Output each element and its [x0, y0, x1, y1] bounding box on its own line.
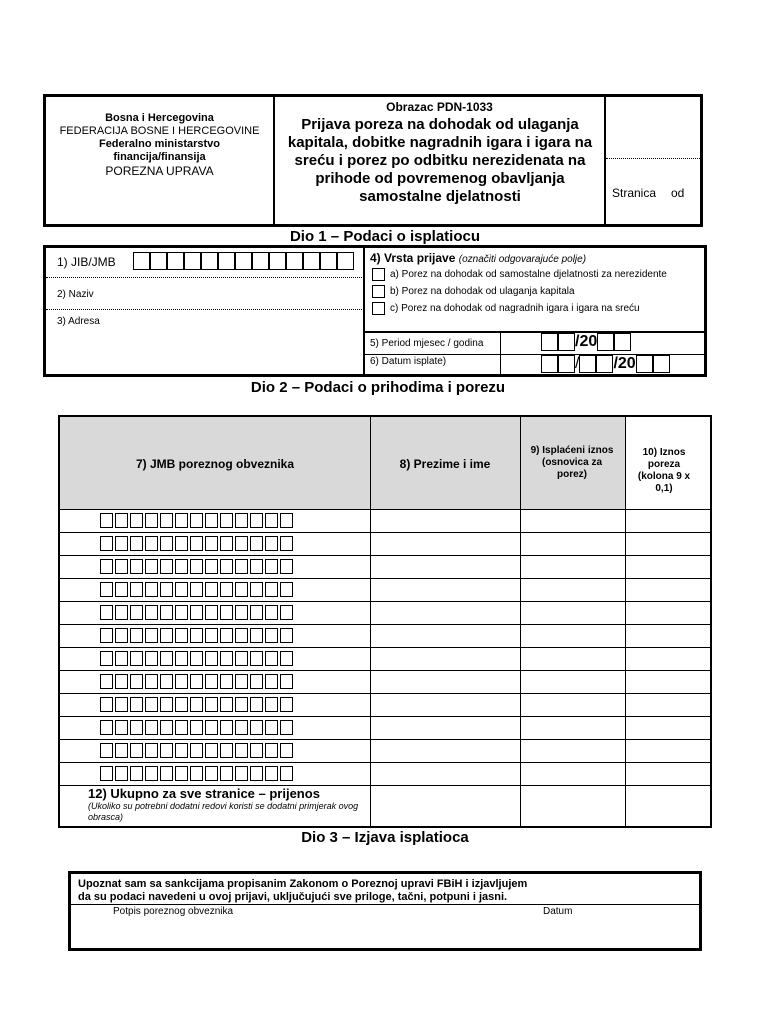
- datum-label: 6) Datum isplate): [370, 356, 447, 367]
- name-cell[interactable]: [371, 740, 520, 762]
- tax-cell[interactable]: [626, 556, 710, 578]
- option-c-label: c) Porez na dohodak od nagradnih igara i igara na sreću: [390, 303, 640, 315]
- amount-cell[interactable]: [521, 740, 625, 762]
- jmb-boxes[interactable]: [100, 743, 295, 758]
- form-code: Obrazac PDN-1033: [386, 100, 493, 114]
- amount-cell[interactable]: [521, 763, 625, 785]
- jmb-boxes[interactable]: [100, 605, 295, 620]
- table-row: [60, 556, 710, 579]
- header-box: [43, 94, 703, 227]
- dio1-heading: Dio 1 – Podaci o isplatiocu: [289, 228, 481, 245]
- dio1-box: [43, 245, 707, 377]
- name-cell[interactable]: [371, 602, 520, 624]
- name-cell[interactable]: [371, 625, 520, 647]
- datum-field[interactable]: [541, 355, 670, 373]
- jib-label: 1) JIB/JMB: [57, 255, 116, 269]
- amount-cell[interactable]: [521, 671, 625, 693]
- total-note: (Ukoliko su potrebni dodatni redovi koristi se dodatni primjerak ovog obrasca): [88, 801, 359, 822]
- table-row: [60, 510, 710, 533]
- income-table: [58, 415, 712, 828]
- option-a-label: a) Porez na dohodak od samostalne djelatnosti za nerezidente: [390, 269, 667, 281]
- option-b-label: b) Porez na dohodak od ulaganja kapitala: [390, 286, 575, 298]
- amount-cell[interactable]: [521, 510, 625, 532]
- jmb-boxes[interactable]: [100, 697, 295, 712]
- option-c-checkbox[interactable]: [372, 302, 385, 315]
- statement-line1: Upoznat sam sa sankcijama propisanim Zakonom o Poreznoj upravi FBiH i izjavljujem: [78, 878, 528, 890]
- name-cell[interactable]: [371, 717, 520, 739]
- jmb-boxes[interactable]: [100, 536, 295, 551]
- amount-cell[interactable]: [521, 694, 625, 716]
- amount-cell[interactable]: [521, 556, 625, 578]
- jmb-boxes[interactable]: [100, 766, 295, 781]
- tax-cell[interactable]: [626, 763, 710, 785]
- amount-cell[interactable]: [521, 625, 625, 647]
- jmb-boxes[interactable]: [100, 674, 295, 689]
- name-cell[interactable]: [371, 579, 520, 601]
- amount-cell[interactable]: [521, 579, 625, 601]
- federation-name: FEDERACIJA BOSNE I HERCEGOVINE: [59, 125, 260, 137]
- option-a[interactable]: [372, 268, 667, 281]
- tax-cell[interactable]: [626, 694, 710, 716]
- total-label: 12) Ukupno za sve stranice – prijenos: [88, 786, 320, 801]
- jmb-boxes[interactable]: [100, 582, 295, 597]
- ministry-name-2: financija/finansija: [113, 151, 206, 163]
- amount-cell[interactable]: [521, 717, 625, 739]
- col8-header: 8) Prezime i ime: [399, 457, 491, 471]
- tax-cell[interactable]: [626, 717, 710, 739]
- period-field[interactable]: [541, 333, 631, 351]
- amount-cell[interactable]: [521, 602, 625, 624]
- name-cell[interactable]: [371, 510, 520, 532]
- statement-box: [68, 871, 702, 951]
- ministry-name: Federalno ministarstvo: [98, 138, 221, 150]
- dio2-heading: Dio 2 – Podaci o prihodima i porezu: [250, 379, 506, 396]
- tax-cell[interactable]: [626, 533, 710, 555]
- jmb-boxes[interactable]: [100, 513, 295, 528]
- dio3-heading: Dio 3 – Izjava isplatioca: [301, 829, 469, 846]
- form-title: Prijava poreza na dohodak od ulaganja kapitala, dobitke nagradnih igara i igara na sreću i porez po odbitku nerezidenata na prihode od povremenog obavljanja samostalne djelatnosti: [287, 116, 593, 205]
- tax-cell[interactable]: [626, 510, 710, 532]
- country-name: Bosna i Hercegovina: [105, 112, 214, 124]
- option-a-checkbox[interactable]: [372, 268, 385, 281]
- table-row: [60, 533, 710, 556]
- tax-cell[interactable]: [626, 671, 710, 693]
- option-b[interactable]: [372, 285, 575, 298]
- tax-administration: POREZNA UPRAVA: [105, 164, 214, 178]
- name-cell[interactable]: [371, 671, 520, 693]
- total-row: [88, 786, 368, 823]
- datum-year-prefix: /20: [613, 355, 636, 372]
- period-year-prefix: /20: [575, 333, 598, 350]
- jmb-boxes[interactable]: [100, 720, 295, 735]
- table-row: [60, 717, 710, 740]
- naziv-label: 2) Naziv: [57, 289, 94, 300]
- signature-label: Potpis poreznog obveznika: [113, 906, 234, 917]
- name-cell[interactable]: [371, 694, 520, 716]
- tax-cell[interactable]: [626, 625, 710, 647]
- authority-block: [46, 112, 273, 178]
- table-row: [60, 763, 710, 786]
- col10-header: 10) Iznos poreza (kolona 9 x 0,1): [637, 447, 691, 494]
- name-cell[interactable]: [371, 763, 520, 785]
- tax-cell[interactable]: [626, 579, 710, 601]
- table-row: [60, 648, 710, 671]
- vrsta-label: 4) Vrsta prijave: [370, 251, 456, 265]
- jmb-boxes[interactable]: [100, 651, 295, 666]
- of-label: od: [671, 186, 685, 200]
- table-row: [60, 694, 710, 717]
- col9-header: 9) Isplaćeni iznos (osnovica za porez): [530, 445, 614, 480]
- adresa-label: 3) Adresa: [57, 316, 100, 327]
- option-c[interactable]: [372, 302, 640, 315]
- amount-cell[interactable]: [521, 533, 625, 555]
- jib-boxes[interactable]: [133, 252, 354, 270]
- table-row: [60, 602, 710, 625]
- table-row: [60, 625, 710, 648]
- page-label: Stranica: [612, 186, 657, 200]
- vrsta-hint: (označiti odgovarajuće polje): [458, 254, 587, 265]
- name-cell[interactable]: [371, 648, 520, 670]
- tax-cell[interactable]: [626, 648, 710, 670]
- amount-cell[interactable]: [521, 648, 625, 670]
- table-row: [60, 579, 710, 602]
- table-row: [60, 671, 710, 694]
- statement-line2: da su podaci navedeni u ovoj prijavi, uključujući sve priloge, tačni, potpuni i jasni.: [78, 891, 508, 903]
- name-cell[interactable]: [371, 556, 520, 578]
- period-label: 5) Period mjesec / godina: [370, 338, 484, 349]
- vrsta-prijave: [370, 251, 586, 265]
- table-row: [60, 740, 710, 763]
- jmb-boxes[interactable]: [100, 559, 295, 574]
- jmb-boxes[interactable]: [100, 628, 295, 643]
- datum-slash: /: [575, 355, 580, 372]
- tax-cell[interactable]: [626, 602, 710, 624]
- option-b-checkbox[interactable]: [372, 285, 385, 298]
- tax-cell[interactable]: [626, 740, 710, 762]
- col7-header: 7) JMB poreznog obveznika: [135, 457, 295, 471]
- name-cell[interactable]: [371, 533, 520, 555]
- date-label: Datum: [543, 906, 573, 917]
